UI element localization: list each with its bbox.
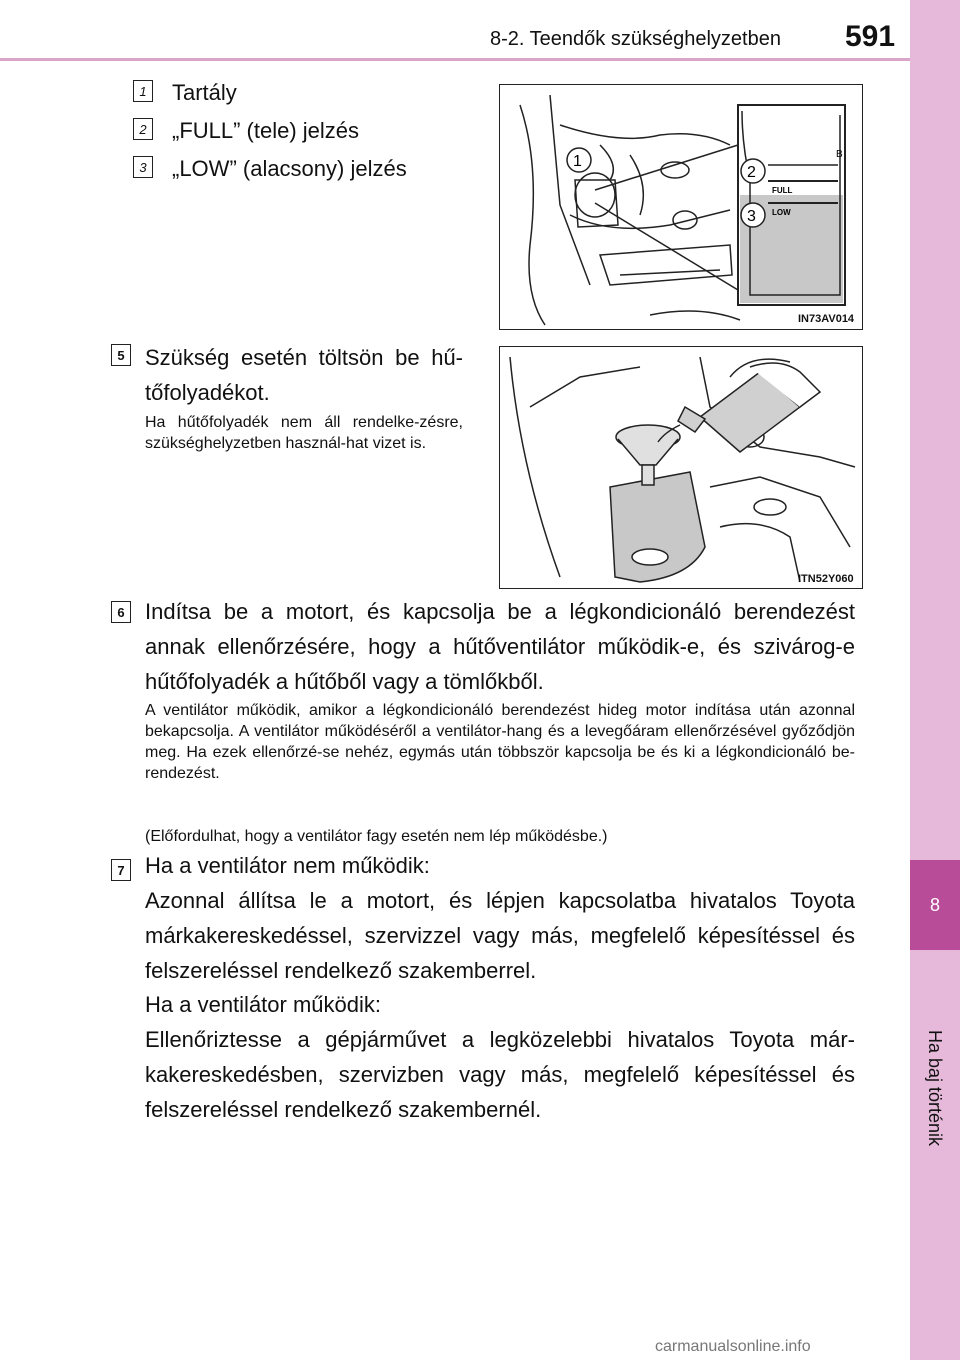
step-5-instruction: Szükség esetén töltsön be hű-tőfolyadékot.: [145, 345, 463, 405]
legend-marker-3: 3: [133, 156, 153, 178]
section-title: 8-2. Teendők szükséghelyzetben: [490, 28, 781, 50]
legend-marker-1: 1: [133, 80, 153, 102]
chapter-number: 8: [929, 894, 940, 915]
figure-code: IN73AV014: [798, 313, 855, 325]
figure-marker-2: 2: [747, 164, 756, 181]
low-mark-label: LOW: [772, 208, 791, 217]
chapter-number-tab: [910, 860, 960, 950]
side-tab-upper: [910, 0, 960, 860]
step-7-condition-a: Ha a ventilátor nem működik:: [145, 853, 430, 878]
legend-item-3: „LOW” (alacsony) jelzés: [172, 156, 407, 181]
step-number-7: 7: [111, 859, 131, 881]
step-7-action-a: Azonnal állítsa le a motort, és lépjen kapcsolatba hivatalos Toyota márkakereskedéssel, szervizzel vagy más, megfelelő képesítéssel és felszereléssel rendelkező szakemberrel.: [145, 888, 855, 983]
step-5-note: Ha hűtőfolyadék nem áll rendelke-zésre, szükséghelyzetben használ-hat vizet is.: [145, 414, 463, 452]
step-6-note-extra: (Előfordulhat, hogy a ventilátor fagy esetén nem lép működésbe.): [145, 828, 608, 845]
figure-marker-3: 3: [747, 208, 756, 225]
coolant-pouring-illustration: [499, 346, 863, 589]
legend-item-1: Tartály: [172, 80, 237, 105]
step-number-6: 6: [111, 601, 131, 623]
b-mark-label: B: [836, 149, 843, 160]
figure-marker-1: 1: [573, 153, 582, 170]
chapter-title-tab: [910, 950, 960, 1360]
engine-bay-drawing: [500, 85, 862, 329]
reservoir-illustration: [499, 84, 863, 330]
coolant-pouring-drawing: [500, 347, 862, 588]
legend-item-2: „FULL” (tele) jelzés: [172, 118, 360, 143]
watermark: carmanualsonline.info: [655, 1338, 811, 1355]
chapter-title: Ha baj történik: [925, 1030, 945, 1147]
step-number-5: 5: [111, 344, 131, 366]
legend-marker-2: 2: [133, 118, 153, 140]
page-number: 591: [845, 20, 896, 53]
figure-code: ITN52Y060: [798, 573, 854, 585]
step-7-action-b: Ellenőriztesse a gépjárművet a legközelebbi hivatalos Toyota már-kakereskedésben, szervizben vagy más, megfelelő képesítéssel és felszereléssel rendelkező szakembernél.: [145, 1027, 855, 1122]
full-mark-label: FULL: [772, 186, 793, 195]
step-6-instruction: Indítsa be a motort, és kapcsolja be a légkondicionáló berendezést annak ellenőrzésére, hogy a hűtőventilátor működik-e, és szivárog-e hűtőfolyadék a hűtőből vagy a tömlőkből.: [145, 599, 855, 694]
step-6-note: A ventilátor működik, amikor a légkondicionáló berendezést hideg motor indítása után azonnal bekapcsolja. A ventilátor működéséről a ventilátor-hang és a levegőáram ellenőrzésével győződjön meg. Ha ezek ellenőrzé-se nehéz, egymás után többször kapcsolja be és ki a légkondicionáló be-rendezést.: [145, 702, 855, 782]
header-divider: [0, 58, 910, 61]
step-7-condition-b: Ha a ventilátor működik:: [145, 992, 381, 1017]
